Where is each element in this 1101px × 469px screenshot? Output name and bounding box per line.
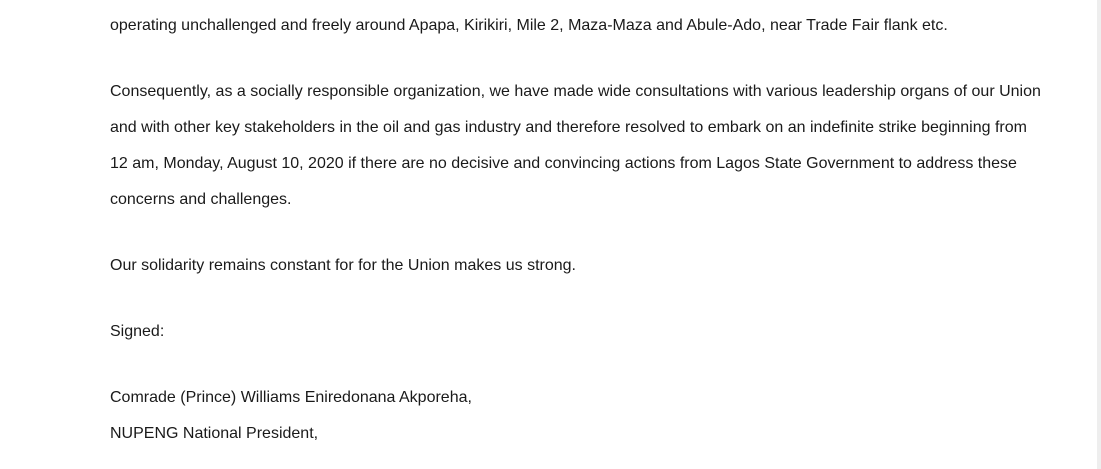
paragraph-1-line-1: operating unchallenged and freely around Apapa, Kirikiri, Mile 2, Maza-Maza and Abule-Ado, near Trade Fair flank etc. (110, 17, 948, 34)
paragraph-2-line-1: Consequently, as a socially responsible organization, we have made wide consultations with various leadership organs of our Union (110, 83, 1041, 100)
page-scrollbar[interactable] (1097, 0, 1101, 469)
signed-label: Signed: (110, 323, 165, 340)
paragraph-2-line-3: 12 am, Monday, August 10, 2020 if there are no decisive and convincing actions from Lagos State Government to address these (110, 155, 1017, 172)
signatory-title: NUPENG National President, (110, 425, 319, 442)
paragraph-2-line-4: concerns and challenges. (110, 191, 292, 208)
paragraph-3-line-1: Our solidarity remains constant for for the Union makes us strong. (110, 257, 576, 274)
signatory-name: Comrade (Prince) Williams Eniredonana Akporeha, (110, 389, 472, 406)
paragraph-2-line-2: and with other key stakeholders in the oil and gas industry and therefore resolved to embark on an indefinite strike beginning from (110, 119, 1027, 136)
